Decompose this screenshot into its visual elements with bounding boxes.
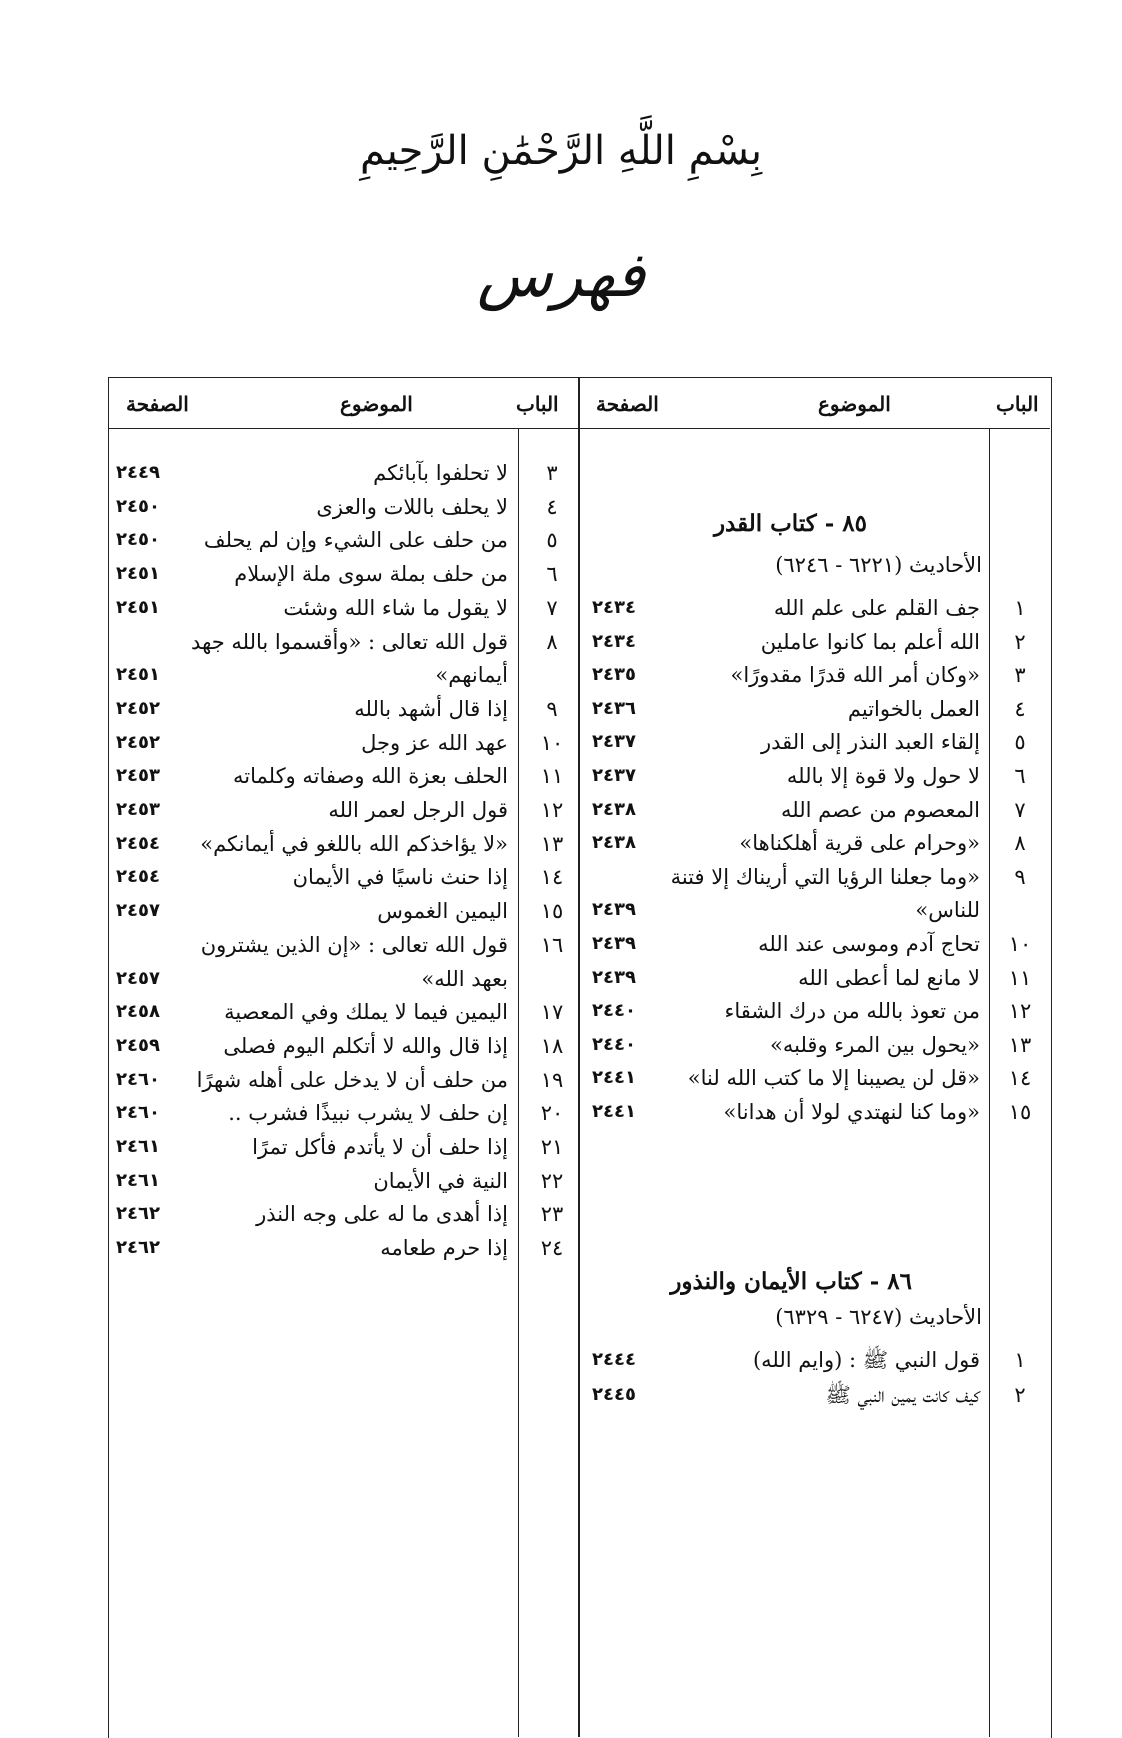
row-topic: الحلف بعزة الله وصفاته وكلماته (232, 764, 508, 789)
row-page-number: ٢٤٤٩ (116, 462, 160, 483)
row-bab-number: ٧ (546, 595, 558, 620)
row-page-number: ٢٤٣٨ (592, 798, 636, 820)
row-topic: من حلف على الشيء وإن لم يحلف (203, 528, 508, 553)
row-page-number: ٢٤٤٠ (592, 1000, 636, 1022)
row-topic: «وما جعلنا الرؤيا التي أريناك إلا فتنة (670, 864, 980, 889)
row-page-number: ٢٤٥٨ (116, 1001, 160, 1023)
row-page-number: ٢٤٤٠ (592, 1033, 636, 1055)
row-page-number: ٢٤٦٠ (116, 1102, 160, 1124)
row-bab-number: ١٢ (1008, 999, 1032, 1024)
row-page-number: ٢٤٣٨ (592, 832, 636, 854)
row-topic: إذا حرم طعامه (380, 1236, 508, 1261)
row-bab-number: ٢٤ (540, 1236, 564, 1261)
row-page-number: ٢٤٥٤ (116, 866, 160, 888)
row-bab-number: ١٥ (540, 899, 564, 924)
book-86-title: ٨٦ - كتاب الأيمان والنذور (670, 1268, 912, 1295)
row-bab-number: ١٩ (540, 1067, 564, 1092)
left-header-page: الصفحة (126, 392, 189, 416)
row-bab-number: ١ (1014, 596, 1026, 620)
left-header-bab: الباب (516, 392, 559, 416)
row-bab-number: ١٠ (540, 730, 564, 755)
row-bab-number: ١٤ (1008, 1066, 1032, 1091)
row-topic: إذا قال أشهد بالله (354, 696, 508, 721)
column-divider (578, 377, 580, 1737)
row-bab-number: ٢ (1014, 629, 1026, 654)
row-bab-number: ٥ (1014, 730, 1026, 755)
row-topic: قول النبي ﷺ : (وايم الله) (752, 1348, 980, 1372)
page-title: فهرس (476, 238, 646, 311)
left-bab-divider (518, 428, 519, 1737)
row-bab-number: ٦ (1014, 764, 1026, 788)
row-topic: لا مانع لما أعطى الله (798, 965, 980, 990)
row-page-number: ٢٤٥٢ (116, 731, 160, 753)
row-page-number: ٢٤٦٠ (116, 1068, 160, 1090)
row-bab-number: ١٨ (540, 1033, 564, 1058)
row-bab-number: ٦ (546, 562, 558, 587)
row-bab-number (1000, 895, 1040, 925)
row-topic: بعهد الله» (421, 966, 508, 991)
row-topic: اليمين الغموس (377, 899, 508, 924)
row-topic: كيف كانت يمين النبي ﷺ (825, 1383, 980, 1407)
row-page-number: ٢٤٥١ (116, 596, 160, 618)
left-header-topic: الموضوع (340, 392, 413, 416)
row-bab-number: ٧ (1014, 797, 1026, 822)
row-bab-number: ٤ (1014, 696, 1026, 721)
row-bab-number: ١ (1014, 1348, 1026, 1372)
row-page-number: ٢٤٤٤ (592, 1349, 636, 1370)
row-topic: إذا أهدى ما له على وجه النذر (256, 1202, 508, 1227)
row-bab-number (532, 660, 572, 690)
row-page-number: ٢٤٥٠ (116, 495, 160, 517)
row-topic: «وما كنا لنهتدي لولا أن هدانا» (723, 1100, 980, 1124)
row-topic: عهد الله عز وجل (361, 730, 508, 755)
row-page-number: ٢٤٥١ (116, 563, 160, 585)
row-topic: من حلف بملة سوى ملة الإسلام (234, 562, 508, 587)
row-topic: أيمانهم» (435, 663, 508, 688)
row-topic: جف القلم على علم الله (773, 596, 980, 620)
row-page-number: ٢٤٦٢ (116, 1203, 160, 1225)
row-page-number: ٢٤٣٤ (592, 597, 636, 618)
row-page-number: ٢٤٣٧ (592, 731, 636, 753)
row-page-number: ٢٤٣٩ (592, 899, 636, 921)
row-bab-number: ١١ (540, 764, 564, 789)
row-page-number: ٢٤٤٥ (592, 1384, 636, 1405)
row-topic: قول الله تعالى : «إن الذين يشترون (200, 932, 508, 957)
row-topic: النية في الأيمان (373, 1168, 508, 1193)
basmala: بِسْمِ اللَّهِ الرَّحْمَٰنِ الرَّحِيمِ (359, 128, 763, 174)
right-header-page: الصفحة (596, 392, 659, 416)
row-bab-number: ١٧ (540, 1000, 564, 1025)
row-bab-number: ١٤ (540, 865, 564, 890)
row-page-number: ٢٤٣٩ (592, 966, 636, 988)
row-topic: اليمين فيما لا يملك وفي المعصية (224, 1000, 508, 1025)
row-page-number: ٢٤٥٢ (116, 697, 160, 719)
row-bab-number: ٢٢ (540, 1168, 564, 1193)
row-bab-number: ١٦ (540, 932, 564, 957)
row-page-number: ٢٤٣٩ (592, 933, 636, 954)
row-topic: من حلف أن لا يدخل على أهله شهرًا (196, 1067, 508, 1092)
row-bab-number: ٤ (546, 494, 558, 519)
row-topic: «قل لن يصيبنا إلا ما كتب الله لنا» (687, 1066, 980, 1091)
row-topic: قول الله تعالى : «وأقسموا بالله جهد (191, 629, 508, 654)
row-bab-number: ٢١ (540, 1135, 564, 1159)
row-page-number: ٢٤٤١ (592, 1067, 636, 1089)
row-topic: إذا حلف أن لا يأتدم فأكل تمرًا (252, 1135, 508, 1159)
row-page-number: ٢٤٥٣ (116, 765, 160, 787)
row-bab-number: ١١ (1008, 965, 1032, 990)
row-page-number: ٢٤٥٧ (116, 967, 160, 989)
row-topic: من تعوذ بالله من درك الشقاء (724, 999, 980, 1024)
row-page-number: ٢٤٥١ (116, 664, 160, 686)
row-topic: «وحرام على قرية أهلكناها» (739, 831, 980, 856)
book-86-hadith-range: الأحاديث (٦٢٤٧ - ٦٣٢٩) (775, 1305, 982, 1329)
row-bab-number: ١٠ (1008, 932, 1032, 956)
row-bab-number: ١٥ (1008, 1100, 1032, 1124)
book-85-hadith-range: الأحاديث (٦٢٢١ - ٦٢٤٦) (775, 553, 982, 577)
row-page-number: ٢٤٣٥ (592, 664, 636, 686)
row-bab-number: ٣ (546, 461, 558, 485)
row-page-number: ٢٤٥٧ (116, 900, 160, 922)
right-header-topic: الموضوع (818, 392, 891, 416)
row-bab-number: ٢ (1014, 1383, 1026, 1407)
row-topic: لا يحلف باللات والعزى (316, 494, 508, 519)
row-bab-number: ٥ (546, 528, 558, 553)
row-page-number: ٢٤٥٩ (116, 1034, 160, 1056)
row-page-number: ٢٤٥٠ (116, 529, 160, 551)
row-page-number: ٢٤٣٧ (592, 765, 636, 786)
row-page-number: ٢٤٥٤ (116, 832, 160, 854)
row-bab-number: ١٢ (540, 798, 564, 822)
row-topic: إذا حنث ناسيًا في الأيمان (292, 865, 508, 890)
row-bab-number: ٢٠ (540, 1101, 564, 1126)
row-topic: المعصوم من عصم الله (781, 797, 980, 822)
row-bab-number: ٢٣ (540, 1202, 564, 1227)
right-header-bab: الباب (996, 392, 1039, 416)
row-topic: إن حلف لا يشرب نبيذًا فشرب .. (228, 1101, 508, 1126)
row-bab-number: ٨ (546, 629, 558, 654)
row-topic: لا حول ولا قوة إلا بالله (786, 764, 980, 788)
row-bab-number: ٩ (546, 696, 558, 721)
row-topic: «يحول بين المرء وقلبه» (770, 1032, 980, 1057)
row-topic: الله أعلم بما كانوا عاملين (760, 629, 980, 654)
row-page-number: ٢٤٦١ (116, 1169, 160, 1191)
row-topic: إلقاء العبد النذر إلى القدر (760, 730, 980, 755)
row-page-number: ٢٤٣٤ (592, 630, 636, 652)
row-page-number: ٢٤٦١ (116, 1136, 160, 1157)
row-topic: «وكان أمر الله قدرًا مقدورًا» (730, 663, 980, 688)
row-bab-number: ٩ (1014, 864, 1026, 889)
row-topic: «لا يؤاخذكم الله باللغو في أيمانكم» (200, 831, 508, 856)
row-topic: لا يقول ما شاء الله وشئت (283, 595, 508, 620)
row-topic: للناس» (915, 898, 980, 923)
row-bab-number: ١٣ (540, 831, 564, 856)
row-bab-number: ١٣ (1008, 1032, 1032, 1057)
row-page-number: ٢٤٣٦ (592, 697, 636, 719)
row-topic: لا تحلفوا بآبائكم (373, 461, 508, 485)
row-topic: قول الرجل لعمر الله (328, 798, 508, 822)
book-85-title: ٨٥ - كتاب القدر (713, 510, 867, 537)
row-topic: تحاج آدم وموسى عند الله (758, 932, 980, 956)
row-bab-number: ٨ (1014, 831, 1026, 856)
row-topic: إذا قال والله لا أتكلم اليوم فصلى (223, 1033, 508, 1058)
row-bab-number: ٣ (1014, 663, 1026, 688)
row-page-number: ٢٤٤١ (592, 1101, 636, 1122)
row-page-number: ٢٤٥٣ (116, 799, 160, 820)
row-topic: العمل بالخواتيم (847, 696, 980, 721)
right-bab-divider (989, 428, 990, 1737)
row-bab-number (532, 964, 572, 994)
row-page-number: ٢٤٦٢ (116, 1237, 160, 1259)
